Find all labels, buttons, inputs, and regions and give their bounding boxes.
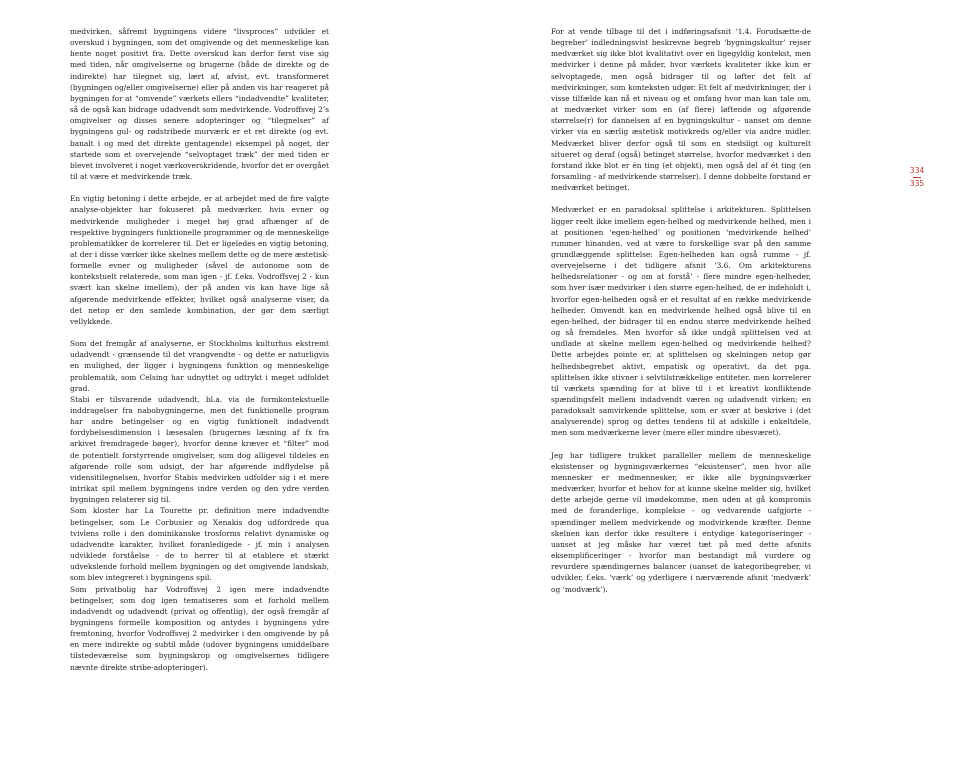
page-numbers	[905, 166, 929, 188]
paragraph: Jeg har tidligere trukket paralleller mellem de menneskelige eksistenser og bygningsværkernes “eksistenser”, men hvor alle mennesker er medmennesker, er ikke alle bygningsværker medværker, hvorfor et behov for at kunne skelne melder sig, hvilket dette arbejde gerne vil imødekomme, men uden at gå kompromis med de foranderlige, komplekse - og vedvarende uafgjorte - spændinger mellem medvirkende og modvirkende kræfter. Denne skelnen kan derfor ikke resultere i entydige kategoriseringer - uanset at jeg måske har været tæt på med dette afsnits eksemplificeringer - hvorfor man bestandigt må vurdere og revurdere spændingernes balancer (uanset de kategoribegreber, vi udvikler, f.eks. ‘værk’ og yderligere i nærværende afsnit ‘medværk’ og ‘modværk’).	[551, 450, 811, 594]
paragraph: Som kloster har La Tourette pr. definition mere indadvendte betingelser, som Le Corbusier og Xenakis dog udfordrede qua tvivlens rolle i den dominikanske trosforms relativt dynamiske og udadvendte karakter, hvilket foranledigede - jf. min i analysen udviklede forståelse - de to herrer til at etablere et stærkt udvekslende forhold mellem bygningen og det omgivende landskab, som blev integreret i bygningens spil.	[70, 506, 329, 583]
paragraph: En vigtig betoning i dette arbejde, er at arbejdet med de fire valgte analyse-objekter har fokuseret på medværker, hvis evner og medvirkende muligheder i meget høj grad afhænger af de respektive bygningers funktionelle programmer og de menneskelige problematikker de korrelerer til. Det er ligeledes en vigtig betoning, at der i disse værker ikke skelnes mellem dette og de mere æstetisk-formelle evner og muligheder (såvel de autonome som de kontekstuelt relaterede, som man igen - jf. f.eks. Vodroffsvej 2 - kun svært kan skelne imellem), der på anden vis kan have lige så afgørende medvirkende effekter, hvilket også analyserne viser, da det netop er den samlede kombination, der gør dem særligt vellykkede.	[70, 194, 329, 326]
paragraph: Medværket er en paradoksal splittelse i arkitekturen. Splittelsen ligger reelt ikke imellem egen-helhed og medvirkende helhed, men i at positionen ‘egen-helhed’ og positionen ‘medvirkende helhed’ rummer hinanden, ved at være to forskellige svar på den samme grundlæggende splittelse: Egen-helheden kan også rumme - jf. overvejelserne i det tidligere afsnit ‘3.6. Om arkitekturens helhedsrelationer - og om at forstå’ - flere mindre egen-helheder, som hver især medvirker i den større egen-helhed, de er indeholdt i, hvorfor egen-helheden også er et resultat af en række medvirkende helheder. Omvendt kan en medvirkende helhed også blive til en egen-helhed, der bidrager til en endnu større medvirkende helhed og så fremdeles. Men hvorfor så ikke undgå splittelsen ved at undlade at skelne mellem egen-helhed og medvirkende helhed? Dette arbejdes pointe er, at splittelsen og skelningen netop gør helhedsbegrebet aktivt, empatisk og operativt, da det pga. splittelsen ikke stivner i selvtilstrækkelige entiteter, men korrelerer til værkets spænding for at blive til i et kreativt konfliktende spændingsfelt mellem indadvendt væren og udadvendt virken; en paradoksalt samvirkende splittelse, som er svær at beskrive i (det analyserende) sprog og dettes tendens til at adskille i enkeltdele, men som medværkerne lever (mere eller mindre ubesværet).	[551, 205, 811, 438]
paragraph: medvirken, såfremt bygningens videre “livsproces” udvikler et overskud i bygningen, som det omgivende og det menneskelige kan hente noget positivt fra. Dette overskud kan derfor først vise sig med tiden, når omgivelserne og brugerne (både de direkte og de indirekte) har tilegnet sig, lært af, afvist, evt. transformeret (bygningen og/eller omgivelserne) eller på anden vis har reageret på bygningen for at “omvende” værkets ellers “indadvendte” kvaliteter, så de også kan bidrage udadvendt som medvirkende. Vodroffsvej 2’s omgivelser og disses senere adopteringer og “tilegnelser” af bygningens gul- og rødstribede murværk er et ret direkte (og evt. banalt i og med det direkte gentagende) eksempel på noget, der startede som et overvejende “selvoptaget træk” der med tiden er blevet involveret i noget værkoverskridende, hvorfor det er overgået til at være et medvirkende træk.	[70, 27, 329, 182]
paragraph: For at vende tilbage til det i indføringsafsnit ‘1.4. Forudsætte-de begreber’ indledningsvist beskrevne begreb ‘bygningskultur’ rejser medværket sig ikke blot kvalitativt over en ligegyldig kontekst, men medvirker i denne på måder, hvor værkets kvaliteter ikke kun er selvoptagede, men også bidrager til og løfter det felt af medvirkninger, som konteksten udgør. Et felt af medvirkninger, der i visse tilfælde kan nå et niveau og et omfang hvor man kan tale om, at medværket virker som en (af flere) løftende og afgørende størrelse(r) for dannelsen af en bygningskultur - uanset om denne virker via en særlig æstetisk motivkreds og/eller via andre midler. Medværket bliver derfor også til som en stedsligt og kulturelt situeret og deraf (også) betinget størrelse, hvorfor medværket i den forstand ikke blot er én ting (et objekt), men også del af ét ting (en forsamling - af medvirkende størrelser). I denne dobbelte forstand er medværket betinget.	[551, 27, 811, 193]
right-page-text-column	[551, 26, 811, 595]
page-number-separator	[913, 177, 921, 178]
page-number-left: 334	[909, 166, 925, 175]
paragraph: Som det fremgår af analyserne, er Stockholms kulturhus ekstremt udadvendt - grænsende til det vrangvendte - og dette er naturligvis en mulighed, der ligger i bygningens funktion og menneskelige problematik, som Celsing har udnyttet og udtrykt i meget udfoldet grad.	[70, 339, 329, 393]
paragraph: Stabi er tilsvarende udadvendt, bl.a. via de formkontekstuelle inddragelser fra nabobygningerne, men det funktionelle program har andre betingelser og en vigtig funktionelt indadvendt fordybelsesdimension i læsesalen (brugernes læsning af fx fra arkivet fremdragede bøger), hvorfor denne kræver et “filter” mod de potentielt forstyrrende omgivelser, som dog alligevel tildeles en afgørende rolle som udsigt, der har afgørende indflydelse på vidensitilegnelsen, hvorfor Stabis medvirken udfolder sig i et mere intrikat spil mellem bygningens indre verden og den ydre verden bygningen relaterer sig til.	[70, 394, 329, 505]
page-number-right: 335	[909, 178, 925, 188]
left-page-text-column	[70, 26, 329, 673]
paragraph: Som privatbolig har Vodroffsvej 2 igen mere indadvendte betingelser, som dog igen tematiseres som et forhold mellem indadvendt og udadvendt (privat og offentlig), der også fremgår af bygningens formelle komposition og antydes i bygningens ydre fremtoning, hvorfor Vodroffsvej 2 medvirker i den omgivende by på en mere indirekte og subtil måde (udover bygningens umiddelbare tilstedeværelse som bygningskrop og omgivelsernes tidligere nævnte direkte stribe-adopteringer).	[70, 584, 329, 672]
